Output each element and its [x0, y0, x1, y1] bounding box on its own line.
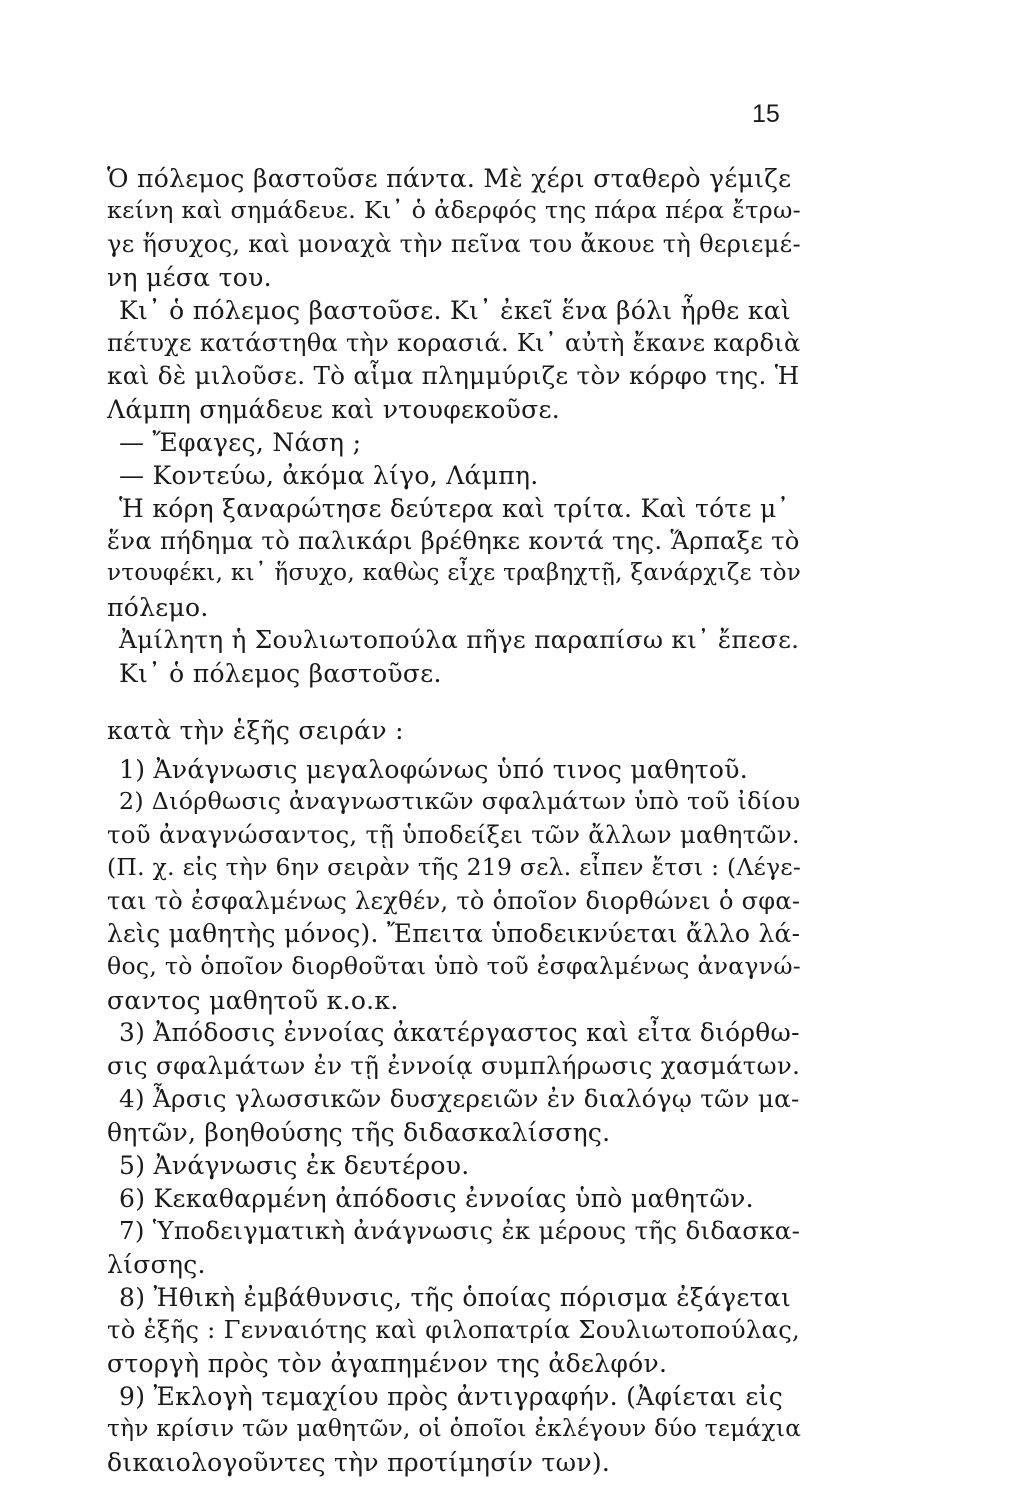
- text-line: σαντος μαθητοῦ κ.ο.κ.: [107, 986, 399, 1015]
- text-line: τοῦ ἀναγνώσαντος, τῇ ὑποδείξει τῶν ἄλλων μαθητῶν.: [107, 820, 800, 849]
- text-line: Λάμπη σημάδευε καὶ ντουφεκοῦσε.: [107, 395, 560, 424]
- list-item: 3) Ἀπόδοσις ἐννοίας ἀκατέργαστος καὶ εἶτα διόρθω-: [119, 1018, 800, 1047]
- list-item: 9) Ἐκλογὴ τεμαχίου πρὸς ἀντιγραφήν. (Ἀφίεται εἰς: [119, 1382, 783, 1411]
- list-item: 5) Ἀνάγνωσις ἐκ δευτέρου.: [119, 1151, 470, 1180]
- text-line: Ἡ κόρη ξαναρώτησε δεύτερα καὶ τρίτα. Καὶ τότε μ᾽: [119, 494, 790, 523]
- text-line: — Κοντεύω, ἀκόμα λίγο, Λάμπη.: [119, 461, 539, 490]
- text-line: στοργὴ πρὸς τὸν ἀγαπημένον της ἀδελφόν.: [107, 1349, 668, 1378]
- page-number: 15: [752, 100, 780, 128]
- text-line: — Ἔφαγες, Νάση ;: [119, 428, 362, 457]
- text-line: καὶ δὲ μιλοῦσε. Τὸ αἷμα πλημμύριζε τὸν κόρφο της. Ἡ: [107, 361, 800, 390]
- list-item: 4) Ἆρσις γλωσσικῶν δυσχερειῶν ἐν διαλόγῳ τῶν μα-: [119, 1084, 800, 1113]
- text-line: κείνη καὶ σημάδευε. Κι᾽ ὁ ἀδερφός της πάρα πέρα ἔτρω-: [107, 196, 801, 224]
- text-line: ἕνα πήδημα τὸ παλικάρι βρέθηκε κοντά της. Ἅρπαξε τὸ: [107, 527, 800, 555]
- list-item: 6) Κεκαθαρμένη ἀπόδοσις ἐννοίας ὑπὸ μαθητῶν.: [119, 1184, 754, 1213]
- text-line: θος, τὸ ὁποῖον διορθοῦται ὑπὸ τοῦ ἐσφαλμένως ἀναγνώ-: [107, 952, 802, 980]
- text-line: πέτυχε κατάστηθα τὴν κορασιά. Κι᾽ αὐτὴ ἔκανε καρδιὰ: [107, 329, 801, 357]
- text-line: τὴν κρίσιν τῶν μαθητῶν, οἱ ὁποῖοι ἐκλέγουν δύο τεμάχια: [107, 1415, 802, 1442]
- text-line: ντουφέκι, κι᾽ ἥσυχο, καθὼς εἶχε τραβηχτῇ, ξανάρχιζε τὸν: [107, 560, 802, 586]
- text-line: λίσσης.: [107, 1250, 206, 1279]
- section-intro: κατὰ τὴν ἑξῆς σειράν :: [107, 716, 404, 745]
- text-line: πόλεμο.: [107, 593, 209, 622]
- text-line: Ὁ πόλεμος βαστοῦσε πάντα. Μὲ χέρι σταθερὸ γέμιζε: [107, 164, 792, 193]
- text-line: Ἀμίλητη ἡ Σουλιωτοπούλα πῆγε παραπίσω κι᾽ ἔπεσε.: [119, 625, 800, 654]
- list-item: 8) Ἠθικὴ ἐμβάθυνσις, τῆς ὁποίας πόρισμα ἐξάγεται: [119, 1283, 792, 1312]
- text-line: σις σφαλμάτων ἐν τῇ ἐννοίᾳ συμπλήρωσις χασμάτων.: [107, 1051, 801, 1080]
- list-item: 7) Ὑποδειγματικὴ ἀνάγνωσις ἐκ μέρους τῆς διδασκα-: [119, 1216, 801, 1245]
- text-line: ται τὸ ἐσφαλμένως λεχθέν, τὸ ὁποῖον διορθώνει ὁ σφα-: [107, 887, 801, 915]
- text-line: θητῶν, βοηθούσης τῆς διδασκαλίσσης.: [107, 1118, 611, 1147]
- text-line: (Π. χ. εἰς τὴν 6ην σειρὰν τῆς 219 σελ. εἶπεν ἔτσι : (Λέγε-: [107, 853, 802, 881]
- text-line: τὸ ἑξῆς : Γενναιότης καὶ φιλοπατρία Σουλιωτοπούλας,: [107, 1316, 801, 1344]
- text-line: νη μέσα του.: [107, 263, 272, 292]
- list-item: 1) Ἀνάγνωσις μεγαλοφώνως ὑπό τινος μαθητοῦ.: [119, 755, 748, 784]
- text-line: γε ἥσυχος, καὶ μοναχὰ τὴν πεῖνα του ἄκουε τὴ θεριεμέ-: [107, 230, 801, 258]
- text-line: Κι᾽ ὁ πόλεμος βαστοῦσε.: [119, 659, 442, 688]
- list-item: 2) Διόρθωσις ἀναγνωστικῶν σφαλμάτων ὑπὸ τοῦ ἰδίου: [119, 787, 801, 815]
- text-line: δικαιολογοῦντες τὴν προτίμησίν των).: [107, 1448, 611, 1477]
- text-line: Κι᾽ ὁ πόλεμος βαστοῦσε. Κι᾽ ἐκεῖ ἕνα βόλι ἦρθε καὶ: [119, 296, 791, 325]
- text-line: λεὶς μαθητὴς μόνος). Ἔπειτα ὑποδεικνύεται ἄλλο λά-: [107, 919, 801, 948]
